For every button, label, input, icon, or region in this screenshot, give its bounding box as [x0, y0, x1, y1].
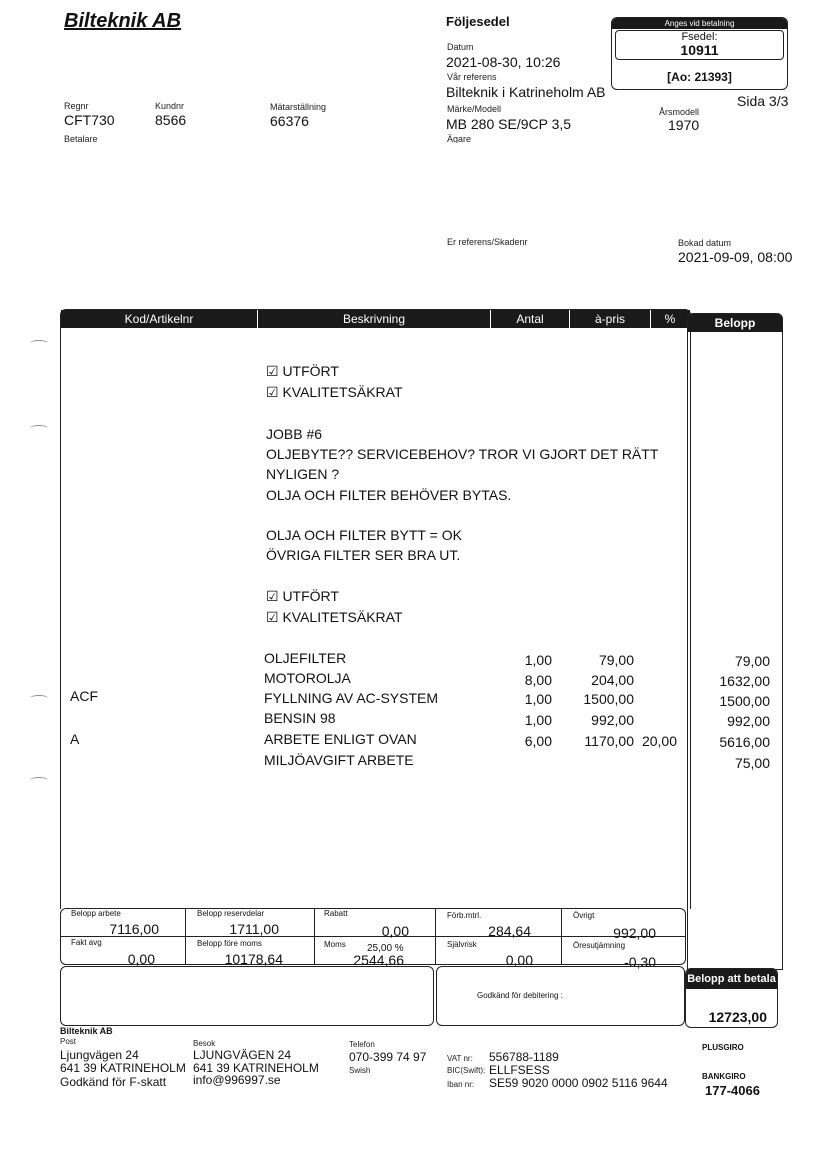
- belopp-arbete-value: 7116,00: [109, 921, 159, 937]
- row-apris: 992,00: [591, 712, 634, 728]
- order-number: [Ao: 21393]: [667, 70, 732, 84]
- forbrukningsmaterial-label: Förb.mtrl.: [447, 911, 482, 920]
- note-utfort: ☑ UTFÖRT: [266, 363, 339, 379]
- row-apris: 79,00: [598, 652, 634, 668]
- row-procent: [636, 689, 677, 709]
- note-line: OLJA OCH FILTER BYTT = OK: [266, 527, 462, 543]
- belopp-fore-moms-label: Belopp före moms: [197, 939, 262, 948]
- var-referens-label: Vår referens: [447, 72, 497, 82]
- datum-value: 2021-08-30, 10:26: [446, 54, 561, 70]
- note-utfort: ☑ UTFÖRT: [266, 588, 339, 604]
- fsedel-label: Fsedel:: [681, 31, 718, 43]
- oresutjamning-label: Öresutjämning: [573, 941, 626, 950]
- belopp-column: [687, 313, 783, 970]
- note-line: OLJEBYTE?? SERVICEBEHOV? TROR VI GJORT DET RÄTT: [266, 446, 659, 462]
- besok-address-line: LJUNGVÄGEN 24: [193, 1048, 292, 1062]
- sjalvrisk-label: Självrisk: [447, 940, 477, 949]
- approval-box: [436, 966, 685, 1026]
- note-line: NYLIGEN ?: [266, 466, 340, 482]
- payment-reference-box: [611, 17, 788, 90]
- vat-label: VAT nr:: [447, 1054, 473, 1063]
- col-header-beskrivning: Beskrivning: [258, 310, 491, 328]
- moms-label: Moms: [324, 940, 346, 949]
- fakt-avg-label: Fakt avg: [71, 938, 102, 947]
- datum-label: Datum: [447, 42, 474, 52]
- iban-label: Iban nr:: [447, 1080, 475, 1089]
- row-description: ARBETE ENLIGT OVAN: [264, 731, 417, 747]
- row-description: MILJÖAVGIFT ARBETE: [264, 752, 414, 768]
- row-procent: [636, 750, 677, 770]
- note-line: OLJA OCH FILTER BEHÖVER BYTAS.: [266, 487, 512, 503]
- row-procent: [636, 650, 677, 670]
- row-antal: 1,00: [524, 691, 552, 707]
- row-belopp: 1632,00: [719, 673, 770, 689]
- row-belopp: 5616,00: [719, 734, 770, 750]
- oresutjamning-value: -0,30: [624, 954, 656, 970]
- swish-label: Swish: [349, 1066, 371, 1075]
- row-procent: 20,00: [641, 733, 677, 749]
- bokad-datum-value: 2021-09-09, 08:00: [678, 249, 793, 265]
- bic-label: BIC(Swift):: [447, 1066, 486, 1075]
- row-apris: 204,00: [591, 672, 634, 688]
- belopp-reservdelar-label: Belopp reservdelar: [197, 909, 265, 918]
- post-address-line: Ljungvägen 24: [60, 1048, 139, 1062]
- col-header-procent: %: [664, 312, 676, 326]
- belopp-fore-moms-value: 10178,64: [224, 951, 283, 967]
- kundnr-label: Kundnr: [155, 101, 185, 111]
- fsedel-box: [615, 30, 784, 60]
- besok-label: Besok: [193, 1039, 216, 1048]
- godkand-label: Godkänd för debitering :: [477, 991, 563, 1000]
- row-procent: [636, 670, 677, 690]
- ovrigt-value: 992,00: [613, 925, 656, 941]
- row-apris: 1170,00: [584, 733, 634, 749]
- row-belopp: 75,00: [734, 755, 770, 771]
- arsmodell-value: 1970: [668, 117, 700, 133]
- moms-percent: 25,00 %: [367, 943, 404, 954]
- row-antal: 6,00: [524, 733, 552, 749]
- note-jobb: JOBB #6: [266, 426, 323, 442]
- row-antal: 1,00: [524, 652, 552, 668]
- note-kvalitetsakrat: ☑ KVALITETSÄKRAT: [266, 384, 403, 400]
- row-description: FYLLNING AV AC-SYSTEM: [264, 690, 439, 706]
- iban-value: SE59 9020 0000 0902 5116 9644: [489, 1076, 668, 1090]
- total-value: 12723,00: [708, 1009, 767, 1025]
- rabatt-value: 0,00: [381, 923, 409, 939]
- row-apris: [560, 750, 634, 770]
- rabatt-label: Rabatt: [324, 909, 348, 918]
- punch-hole-mark: [30, 340, 48, 346]
- row-belopp: 79,00: [734, 653, 770, 669]
- punch-hole-mark: [30, 695, 48, 701]
- row-kod: ACF: [70, 688, 98, 704]
- row-procent: [636, 710, 677, 730]
- company-name: Bilteknik AB: [64, 10, 182, 32]
- row-description: BENSIN 98: [264, 710, 336, 726]
- plusgiro-label: PLUSGIRO: [702, 1043, 744, 1052]
- signature-box: [60, 966, 434, 1026]
- table-header: [61, 310, 690, 328]
- fsedel-number: 10911: [680, 42, 719, 58]
- punch-hole-mark: [30, 425, 48, 431]
- regnr-value: CFT730: [64, 112, 115, 128]
- summary-divider: [561, 909, 562, 964]
- kundnr-value: 8566: [155, 112, 187, 128]
- fakt-avg-value: 0,00: [127, 951, 155, 967]
- bic-value: ELLFSESS: [489, 1063, 550, 1077]
- belopp-arbete-label: Belopp arbete: [71, 909, 121, 918]
- row-belopp: 992,00: [727, 713, 770, 729]
- post-address-line: 641 39 KATRINEHOLM: [60, 1061, 186, 1075]
- sjalvrisk-value: 0,00: [505, 952, 533, 968]
- summary-box: [60, 908, 686, 970]
- telefon-value: 070-399 74 97: [349, 1050, 427, 1064]
- matarstallning-label: Mätarställning: [270, 102, 327, 112]
- agare-label: Ägare: [447, 134, 472, 143]
- col-header-kod: Kod/Artikelnr: [61, 310, 258, 328]
- punch-hole-mark: [30, 777, 48, 783]
- row-kod: A: [70, 731, 80, 747]
- row-antal: 8,00: [524, 672, 552, 688]
- moms-value: 2544,66: [353, 952, 404, 968]
- vat-value: 556788-1189: [489, 1050, 559, 1064]
- ovrigt-label: Övrigt: [573, 911, 595, 920]
- matarstallning-value: 66376: [270, 113, 309, 129]
- bankgiro-label: BANKGIRO: [702, 1072, 746, 1081]
- post-label: Post: [60, 1037, 77, 1046]
- bankgiro-value: 177-4066: [705, 1083, 760, 1098]
- summary-divider: [435, 909, 436, 964]
- col-header-apris: à-pris: [570, 310, 651, 328]
- regnr-label: Regnr: [64, 101, 89, 111]
- note-kvalitetsakrat: ☑ KVALITETSÄKRAT: [266, 609, 403, 625]
- f-skatt-note: Godkänd för F-skatt: [60, 1075, 167, 1089]
- page-number: Sida 3/3: [737, 93, 789, 109]
- row-belopp: 1500,00: [719, 693, 770, 709]
- er-referens-label: Er referens/Skadenr: [447, 237, 528, 247]
- var-referens-value: Bilteknik i Katrineholm AB: [446, 84, 606, 100]
- bokad-datum-label: Bokad datum: [678, 238, 732, 248]
- col-header-belopp: Belopp: [688, 314, 782, 332]
- row-description: MOTOROLJA: [264, 670, 351, 686]
- footer-company: Bilteknik AB: [60, 1026, 113, 1036]
- total-label: Belopp att betala: [686, 969, 777, 989]
- note-line: ÖVRIGA FILTER SER BRA UT.: [266, 547, 461, 563]
- col-header-antal: Antal: [491, 310, 570, 328]
- besok-address-line: 641 39 KATRINEHOLM: [193, 1061, 319, 1075]
- betalare-label: Betalare: [64, 134, 98, 143]
- marke-modell-value: MB 280 SE/9CP 3,5: [446, 116, 572, 132]
- summary-divider: [185, 909, 186, 964]
- row-antal: [500, 750, 552, 770]
- summary-divider: [314, 909, 315, 964]
- total-box: [685, 968, 778, 1028]
- telefon-label: Telefon: [349, 1040, 375, 1049]
- arsmodell-label: Årsmodell: [659, 107, 700, 117]
- marke-modell-label: Märke/Modell: [447, 104, 502, 114]
- row-apris: 1500,00: [583, 691, 634, 707]
- belopp-reservdelar-value: 1711,00: [229, 921, 279, 937]
- document-title: Följesedel: [446, 14, 510, 29]
- row-description: OLJEFILTER: [264, 650, 347, 666]
- payment-box-heading: Anges vid betalning: [612, 18, 787, 29]
- email: info@996997.se: [193, 1073, 281, 1087]
- row-antal: 1,00: [524, 712, 552, 728]
- forbrukningsmaterial-value: 284,64: [488, 923, 531, 939]
